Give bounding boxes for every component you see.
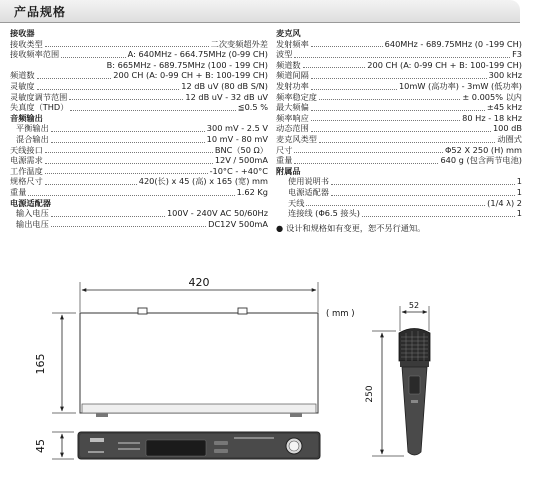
width-label: 420 xyxy=(188,276,210,289)
spec-row: 平衡输出 300 mV - 2.5 V xyxy=(16,123,268,134)
spec-row: 规格尺寸 420(长) x 45 (高) x 165 (宽) mm xyxy=(10,176,268,187)
disclaimer-note: ● 设计和规格如有变更，恕不另行通知。 xyxy=(276,222,426,233)
spec-row: 频道数 200 CH (A: 0-99 CH + B: 100-199 CH) xyxy=(276,59,522,70)
spec-row: 接收类型 二次变频超外差 xyxy=(10,38,268,49)
spec-row: B: 665MHz - 689.75MHz (100 - 199 CH) xyxy=(106,59,268,70)
audio-heading: 音频输出 xyxy=(10,112,43,123)
bullet-icon: ● xyxy=(276,222,284,233)
spec-row: 灵敏度 12 dB uV (80 dB S/N) xyxy=(10,80,268,91)
adapter-heading: 电源适配器 xyxy=(10,197,51,208)
receiver-front-view xyxy=(52,432,320,459)
spec-row: 混合输出 10 mV - 80 mV xyxy=(16,133,268,144)
microphone-drawing xyxy=(372,306,430,456)
microphone-heading: 麦克风 xyxy=(276,28,301,38)
spec-row: 工作温度 -10°C - +40°C xyxy=(10,165,268,176)
spec-row: 重量 640 g (包含两节电池) xyxy=(276,155,522,166)
spec-row: 电源需求 12V / 500mA xyxy=(10,155,268,166)
accessory-row: 天线 (1/4 λ) 2 xyxy=(288,197,522,208)
brand-logo xyxy=(90,438,104,442)
spec-row: 动态范围 100 dB xyxy=(276,123,522,134)
antenna-connector-icon xyxy=(138,308,147,314)
spec-row: 灵敏度调节范围 12 dB uV - 32 dB uV xyxy=(10,91,268,102)
spec-row: 天线接口 BNC（50 Ω） xyxy=(10,144,268,155)
accessory-row: 使用说明书 1 xyxy=(288,176,522,187)
spec-row: 接收频率范围 A: 640MHz - 664.75MHz (0-99 CH) xyxy=(10,49,268,60)
spec-row: 尺寸 Φ52 X 250 (H) mm xyxy=(276,144,522,155)
spec-row: 频率稳定度 ± 0.005% 以内 xyxy=(276,91,522,102)
spec-row: 频道间隔 300 kHz xyxy=(276,70,522,81)
spec-row: 最大频偏 ±45 kHz xyxy=(276,102,522,113)
spec-row: 发射频率 640MHz - 689.75MHz (0 -199 CH) xyxy=(276,38,522,49)
spec-row: 频道数 200 CH (A: 0-99 CH + B: 100-199 CH) xyxy=(10,70,268,81)
accessory-row: 连接线 (Φ6.5 接头) 1 xyxy=(288,208,522,219)
spec-row: 输入电压 100V - 240V AC 50/60Hz xyxy=(16,208,268,219)
spec-row: 频率响应 80 Hz - 18 kHz xyxy=(276,112,522,123)
page-title: 产品规格 xyxy=(14,5,67,19)
spec-row: 发射功率 10mW (高功率) - 3mW (低功率) xyxy=(276,80,522,91)
mic-display xyxy=(409,376,420,394)
spec-row: 输出电压 DC12V 500mA xyxy=(16,218,268,229)
mic-diameter-label: 52 xyxy=(408,301,420,310)
antenna-connector-icon xyxy=(238,308,247,314)
depth-label: 165 xyxy=(34,353,47,375)
receiver-heading: 接收器 xyxy=(10,28,35,38)
height-label: 45 xyxy=(34,439,47,453)
spec-row: 失真度（THD） ≦0.5 % xyxy=(10,102,268,113)
spec-row: 波型 F3 xyxy=(276,49,522,60)
receiver-top-view xyxy=(52,282,318,417)
accessory-row: 电源适配器 1 xyxy=(288,186,522,197)
spec-row: 重量 1.62 Kg xyxy=(10,186,268,197)
spec-row: 麦克风类型 动圈式 xyxy=(276,133,522,144)
unit-label: ( mm ) xyxy=(326,309,355,319)
lcd-display xyxy=(146,440,206,456)
mic-length-label: 250 xyxy=(365,385,375,403)
accessories-heading: 附属品 xyxy=(276,165,301,176)
